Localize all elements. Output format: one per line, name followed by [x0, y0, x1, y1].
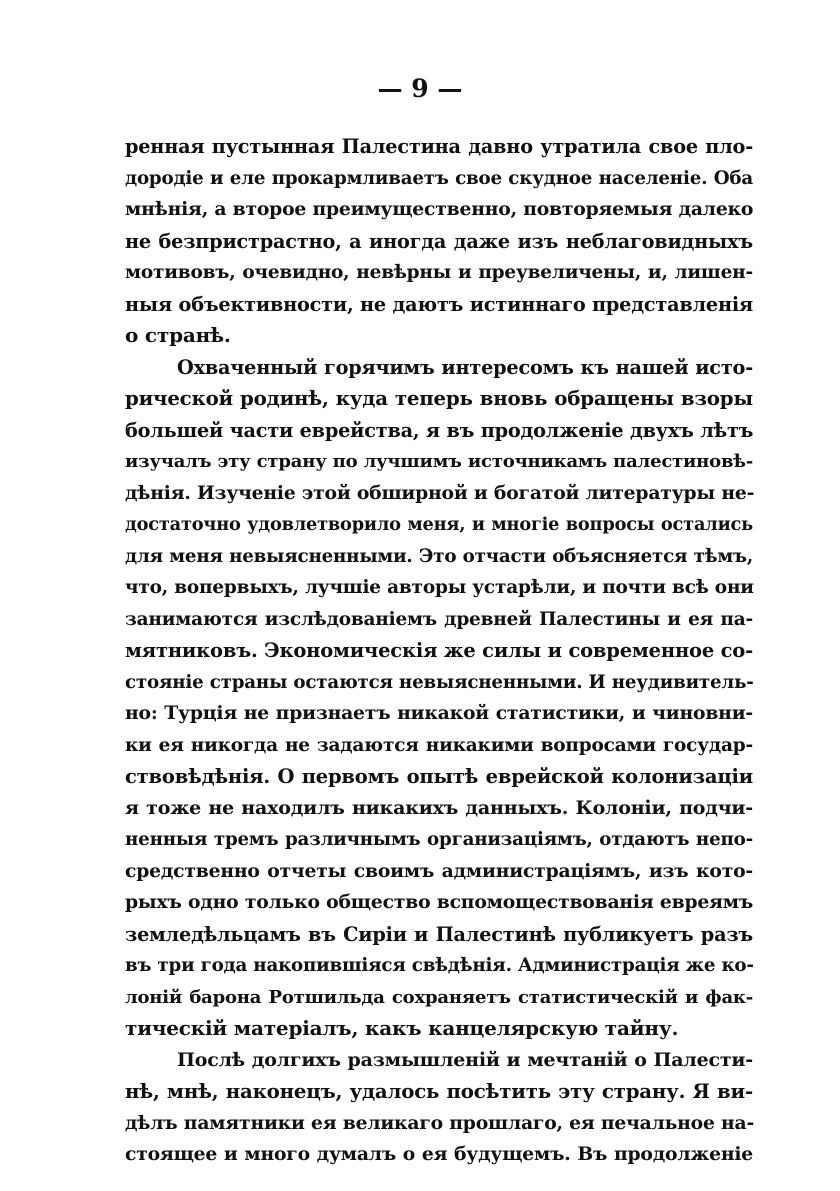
- text-line: Послѣ долгихъ размышленій и мечтаній о Палести-: [177, 1048, 753, 1071]
- text-line: дородіе и еле прокармливаетъ свое скудное населеніе. Оба: [125, 167, 753, 189]
- text-line: въ три года накопившіяся свѣдѣнія. Администрація же ко-: [125, 955, 754, 976]
- text-line: ствовѣдѣнія. О первомъ опытѣ еврейской колонизаціи: [125, 765, 753, 788]
- text-line: ненныя тремъ различнымъ организаціямъ, отдаютъ непо-: [125, 829, 753, 850]
- text-line: ки ея никогда не задаются никакими вопросами государ-: [125, 734, 753, 756]
- text-line: мнѣнія, а второе преимущественно, повторяемыя далеко: [125, 198, 754, 220]
- text-line: стоящее и много думалъ о ея будущемъ. Въ продолженіе: [125, 1143, 753, 1165]
- text-line: ренная пустынная Палестина давно утратила свое пло-: [125, 135, 753, 158]
- text-line: но: Турція не признаетъ никакой статистики, и чиновни-: [125, 702, 753, 724]
- text-line: большей части еврейства, я въ продолженіе двухъ лѣтъ: [125, 418, 754, 442]
- text-line: дѣлъ памятники ея великаго прошлаго, ея печальное на-: [125, 1111, 755, 1134]
- text-line: достаточно удовлетворило меня, и многіе вопросы остались: [125, 514, 753, 535]
- text-line: Охваченный горячимъ интересомъ къ нашей исто-: [177, 355, 753, 379]
- text-line: не безпристрастно, а иногда даже изъ неблаговидныхъ: [125, 229, 753, 253]
- text-line: мятниковъ. Экономическія же силы и современное со-: [125, 639, 753, 662]
- text-line: что, вопервыхъ, лучшіе авторы устарѣли, и почти всѣ они: [125, 577, 754, 598]
- text-line: для меня невыясненными. Это отчасти объясняется тѣмъ,: [125, 545, 753, 567]
- text-line: изучалъ эту страну по лучшимъ источникамъ палестиновѣ-: [125, 451, 753, 472]
- text-line: дѣнія. Изученіе этой обширной и богатой литературы не-: [125, 481, 755, 504]
- text-line: мотивовъ, очевидно, невѣрны и преувеличены, и, лишен-: [125, 262, 753, 283]
- text-line: рыхъ одно только общество вспомоществованія евреямъ: [125, 891, 753, 913]
- text-line: стояніе страны остаются невыясненными. И неудивитель-: [125, 671, 754, 693]
- text-line: средственно отчеты своимъ администраціямъ, изъ кото-: [125, 859, 753, 882]
- text-line: ныя объективности, не даютъ истиннаго представленія: [125, 292, 753, 316]
- page-number: — 9 —: [377, 74, 463, 103]
- text-line: лоній барона Ротшильда сохраняетъ статистическій и фак-: [125, 986, 753, 1008]
- body-text: [125, 131, 753, 1171]
- text-line: занимаются изслѣдованіемъ древней Палестины и ея па-: [125, 608, 753, 630]
- text-line: земледѣльцамъ въ Сиріи и Палестинѣ публикуетъ разъ: [125, 922, 753, 946]
- text-line: нѣ, мнѣ, наконецъ, удалось посѣтить эту страну. Я ви-: [125, 1079, 753, 1103]
- text-line: я тоже не находилъ никакихъ данныхъ. Колоніи, подчи-: [125, 796, 753, 819]
- text-line: тическій матеріалъ, какъ канцелярскую тайну.: [125, 1016, 679, 1040]
- text-line: рической родинѣ, куда теперь вновь обращены взоры: [125, 386, 753, 410]
- text-line: о странѣ.: [125, 323, 231, 347]
